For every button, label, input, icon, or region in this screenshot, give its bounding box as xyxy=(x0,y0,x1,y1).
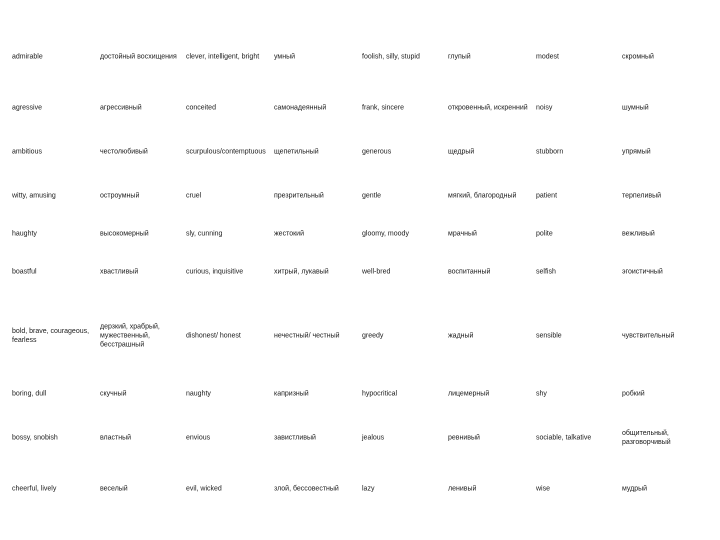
table-row xyxy=(0,262,720,282)
table-cell: bossy, snobish xyxy=(12,434,58,442)
table-cell: polite xyxy=(536,230,553,238)
table-cell: воспитанный xyxy=(448,268,491,276)
table-cell: злой, бессовестный xyxy=(274,485,339,493)
table-cell: эгоистичный xyxy=(622,268,663,276)
table-cell: мудрый xyxy=(622,485,648,493)
table-cell: well-bred xyxy=(362,268,391,276)
table-cell: sly, cunning xyxy=(186,230,223,238)
table-cell: agressive xyxy=(12,104,42,112)
table-cell: haughty xyxy=(12,230,37,238)
table-cell: дерзкий, храбрый, мужественный, бесстрашный xyxy=(100,323,160,349)
table-cell: ленивый xyxy=(448,485,477,493)
table-cell: generous xyxy=(362,148,392,156)
table-cell: frank, sincere xyxy=(362,104,405,112)
table-cell: jealous xyxy=(362,434,385,442)
table-row xyxy=(0,186,720,206)
table-cell: wise xyxy=(536,485,551,493)
table-cell: sociable, talkative xyxy=(536,434,592,442)
table-cell: scurpulous/contemptuous xyxy=(186,148,266,156)
table-cell: naughty xyxy=(186,390,211,398)
table-cell: упрямый xyxy=(622,148,651,156)
table-cell: boastful xyxy=(12,268,37,276)
table-cell: щепетильный xyxy=(274,148,319,156)
table-cell: lazy xyxy=(362,485,375,493)
table-cell: cheerful, lively xyxy=(12,485,57,493)
table-cell: dishonest/ honest xyxy=(186,332,241,340)
table-cell: скромный xyxy=(622,53,654,61)
table-cell: жадный xyxy=(448,332,474,340)
table-cell: curious, inquisitive xyxy=(186,268,244,276)
table-cell: conceited xyxy=(186,104,216,112)
table-cell: bold, brave, courageous, fearless xyxy=(12,328,90,344)
table-cell: властный xyxy=(100,434,132,442)
table-cell: остроумный xyxy=(100,192,140,200)
table-cell: завистливый xyxy=(274,434,316,442)
table-cell: скучный xyxy=(100,390,127,398)
table-cell: shy xyxy=(536,390,547,398)
table-cell: щедрый xyxy=(448,148,475,156)
table-cell: высокомерный xyxy=(100,230,149,238)
table-cell: презрительный xyxy=(274,192,324,200)
table-cell: хитрый, лукавый xyxy=(274,268,329,276)
table-cell: честолюбивый xyxy=(100,148,148,156)
table-cell: откровенный, искренний xyxy=(448,104,528,112)
table-row xyxy=(0,96,720,120)
table-cell: вежливый xyxy=(622,230,655,238)
table-row xyxy=(0,426,720,450)
table-cell: капризный xyxy=(274,390,309,398)
table-cell: веселый xyxy=(100,485,128,493)
table-row xyxy=(0,140,720,164)
table-cell: ревнивый xyxy=(448,434,480,442)
table-cell: чувствительный xyxy=(622,332,675,340)
table-cell: hypocritical xyxy=(362,390,398,398)
table-row xyxy=(0,318,720,354)
table-cell: глупый xyxy=(448,53,471,61)
table-cell: агрессивный xyxy=(100,104,142,112)
table-cell: достойный восхищения xyxy=(100,53,177,61)
table-cell: noisy xyxy=(536,104,553,112)
table-cell: самонадеянный xyxy=(274,104,327,112)
table-cell: sensible xyxy=(536,332,562,340)
table-row xyxy=(0,46,720,68)
table-row xyxy=(0,479,720,499)
table-cell: evil, wicked xyxy=(186,485,222,493)
table-cell: жестокий xyxy=(274,230,304,238)
table-cell: envious xyxy=(186,434,211,442)
table-cell: boring, dull xyxy=(12,390,47,398)
table-cell: cruel xyxy=(186,192,202,200)
table-cell: stubborn xyxy=(536,148,564,156)
table-cell: нечестный/ честный xyxy=(274,332,340,340)
table-cell: admirable xyxy=(12,53,43,61)
table-cell: терпеливый xyxy=(622,192,662,200)
table-cell: modest xyxy=(536,53,559,61)
table-cell: мягкий, благородный xyxy=(448,192,517,200)
table-cell: общительный, разговорчивый xyxy=(622,430,671,446)
table-cell: clever, intelligent, bright xyxy=(186,53,260,61)
table-cell: gloomy, moody xyxy=(362,230,409,238)
table-cell: лицемерный xyxy=(448,390,490,398)
table-cell: хвастливый xyxy=(100,268,139,276)
table-row xyxy=(0,384,720,404)
table-cell: умный xyxy=(274,53,296,61)
table-cell: greedy xyxy=(362,332,384,340)
table-cell: patient xyxy=(536,192,558,200)
table-cell: шумный xyxy=(622,104,649,112)
table-cell: foolish, silly, stupid xyxy=(362,53,420,61)
table-cell: ambitious xyxy=(12,148,42,156)
table-cell: gentle xyxy=(362,192,382,200)
table-cell: мрачный xyxy=(448,230,477,238)
table-row xyxy=(0,224,720,244)
table-cell: witty, amusing xyxy=(12,192,56,200)
table-cell: selfish xyxy=(536,268,556,276)
table-cell: робкий xyxy=(622,390,645,398)
